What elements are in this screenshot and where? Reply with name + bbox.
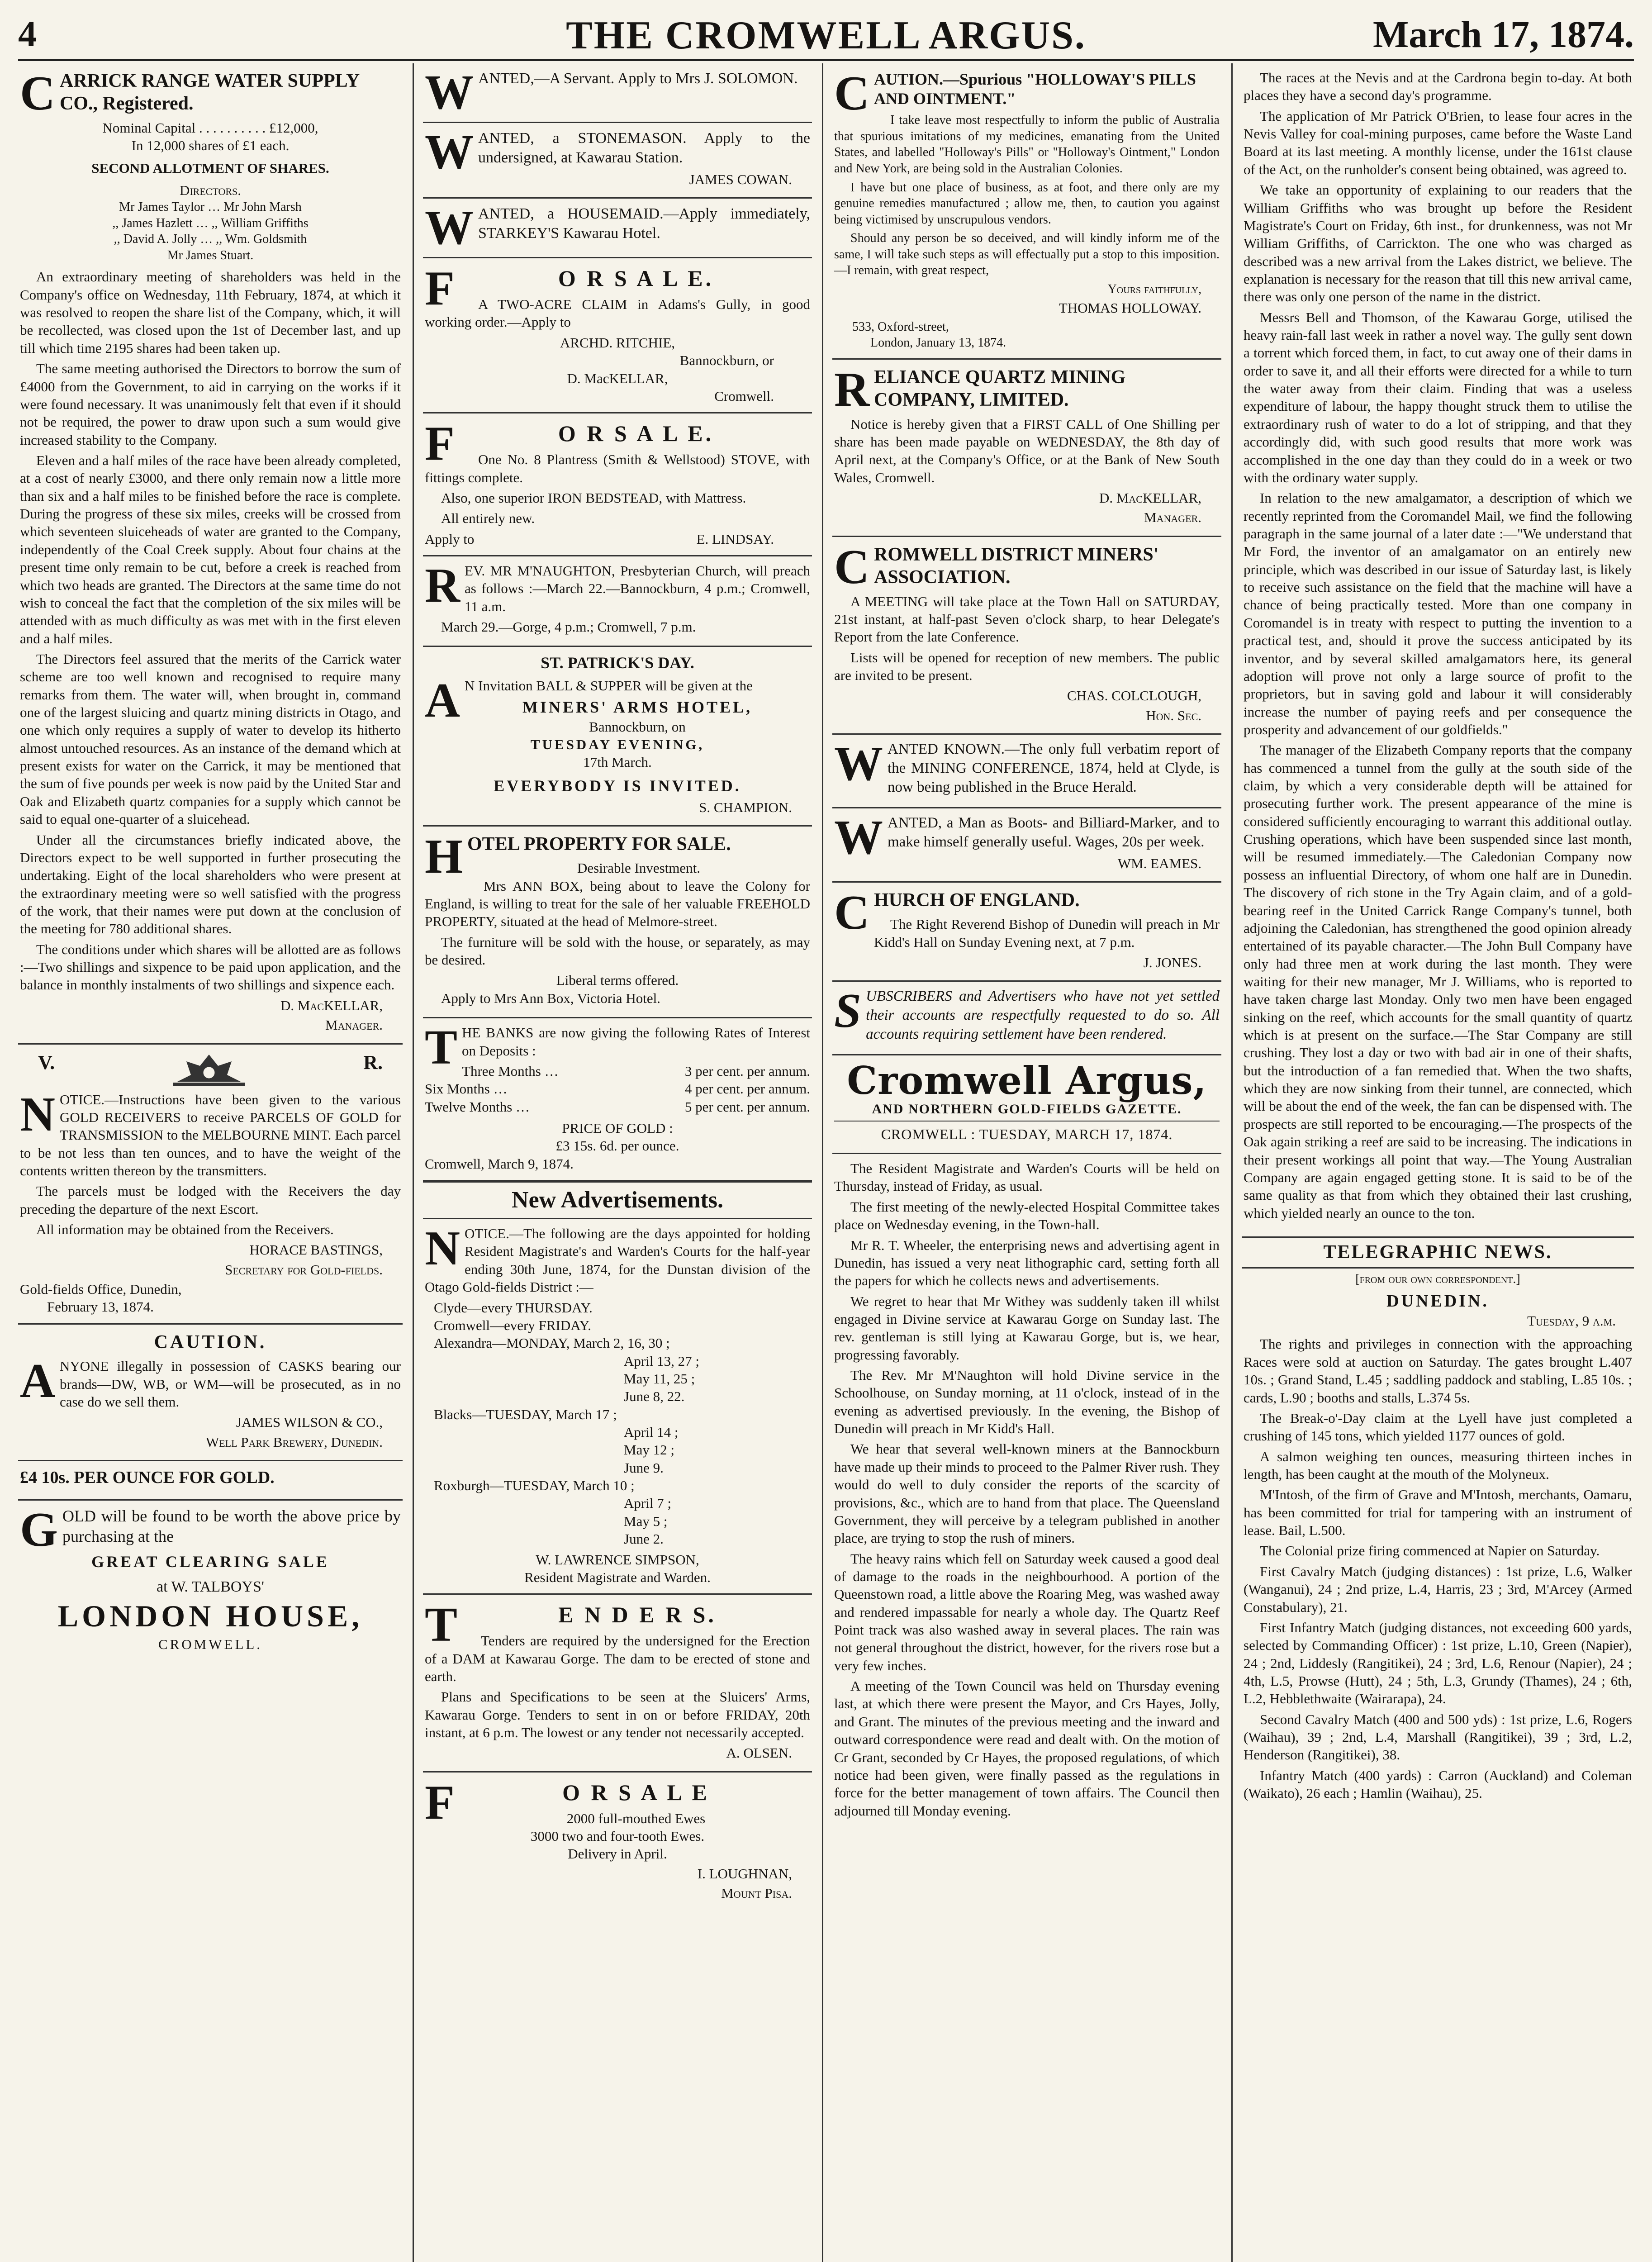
argus-nameplate: Cromwell Argus, xyxy=(847,1058,1207,1103)
gold-price-value: £3 15s. 6d. per ounce. xyxy=(555,1138,679,1154)
gold-notice-advert xyxy=(18,1045,403,1325)
drop-cap: T xyxy=(425,1598,460,1652)
telegram-paragraph: Second Cavalry Match (400 and 500 yds) : 1st prize, L.6, Rogers (Waihau), 39 ; 2nd, L.4, Marshall (Rangitikei), 39 ; 3rd, L.2, Henderson (Rangitikei), 38. xyxy=(1244,1711,1632,1763)
drop-cap: A xyxy=(425,673,460,727)
news-paragraph: A meeting of the Town Council was held on Thursday evening last, at which there were present the Mayor, and Crs Hayes, Jolly, and Grant. The minutes of the previous meeting and the inward and outward correspondence were read and dealt with. On the motion of Cr Grant, seconded by Cr Hayes, the proposed regulations, of which notice had been given, were finally passed as the regulations in force for the better management of town affairs. The Council then adjourned till Monday evening. xyxy=(834,1678,1220,1819)
telegram-paragraph: M'Intosh, of the firm of Grave and M'Intosh, merchants, Oamaru, has been committed for trial for tampering with an instrument of lease. Bail, L.500. xyxy=(1244,1487,1632,1539)
court-line: April 13, 27 ; xyxy=(624,1353,700,1369)
address-line: 533, Oxford-street, xyxy=(852,319,949,334)
advert-text: OLD will be found to be worth the above price by purchasing at the xyxy=(62,1506,401,1546)
town-name: CROMWELL. xyxy=(158,1636,263,1653)
advert-text: N Invitation BALL & SUPPER will be given at the xyxy=(465,677,753,694)
issue-date: March 17, 1874. xyxy=(1372,14,1634,56)
signature: CHAS. COLCLOUGH, xyxy=(1067,688,1201,704)
tenders-advert xyxy=(423,1595,812,1773)
paragraph: The Right Reverend Bishop of Dunedin will preach in Mr Kidd's Hall on Sunday Evening next, at 7 p.m. xyxy=(874,916,1220,950)
shares-line: In 12,000 shares of £1 each. xyxy=(131,138,290,154)
signature: ARCHD. RITCHIE, xyxy=(560,334,675,351)
paragraph: Mrs ANN BOX, being about to leave the Colony for England, is willing to treat for the sale of her valuable FREEHOLD PROPERTY, situated at the head of Melmore-street. xyxy=(425,878,810,930)
signature-title: Resident Magistrate and Warden. xyxy=(524,1569,711,1585)
advert-text: HE BANKS are now giving the following Rates of Interest on Deposits : xyxy=(462,1025,810,1059)
court-line: April 14 ; xyxy=(624,1424,679,1440)
correspondent-line: [from our own correspondent.] xyxy=(1355,1272,1520,1287)
advert-text: ANTED, a STONEMASON. Apply to the undersigned, at Kawarau Station. xyxy=(478,130,810,166)
notice-text: OTICE.—Instructions have been given to the various GOLD RECEIVERS to receive PARCELS OF GOLD for TRANSMISSION to the MELBOURNE MINT. Each parcel to be not less than ten ounces, and to have the weight of the contents written thereon by the transmitters. xyxy=(20,1091,401,1179)
wanted-known-advert xyxy=(832,735,1221,808)
telegram-paragraph: The Colonial prize firing commenced at Napier on Saturday. xyxy=(1260,1543,1600,1559)
cipher-v: V. xyxy=(38,1051,55,1074)
drop-cap: F xyxy=(425,261,457,316)
invitation-line: EVERYBODY IS INVITED. xyxy=(494,776,741,795)
tenders-heading: E N D E R S. xyxy=(558,1602,717,1628)
directors-heading: Directors. xyxy=(179,182,242,198)
mcnaughton-preaching-advert xyxy=(423,556,812,647)
signature: I. LOUGHNAN, xyxy=(697,1865,792,1882)
gold-price-line: £4 10s. PER OUNCE FOR GOLD. xyxy=(20,1468,275,1487)
dated-line: Cromwell, March 9, 1874. xyxy=(425,1155,574,1172)
news-paragraph: We regret to hear that Mr Withey was suddenly taken ill whilst engaged in Divine service at Kawarau Gorge on Sunday last. The rev. gentleman is still lying at Kawarau Gorge, but is, we hear, progressing favorably. xyxy=(834,1293,1220,1363)
news-paragraph: The heavy rains which fell on Saturday week caused a good deal of damage to the roads in the neighbourhood. A portion of the Queenstown road, a little above the Roaring Meg, was washed away and rendered impassable for nearly a whole day. The Quartz Reef Point track was also washed away in several places. The rain was not general throughout the district, however, for the rivers rose but a very few inches. xyxy=(834,1550,1220,1673)
advert-subheading: Desirable Investment. xyxy=(577,860,701,876)
news-paragraph: The first meeting of the newly-elected Hospital Committee takes place on Wednesday evening, in the Town-hall. xyxy=(834,1198,1220,1233)
paragraph: Lists will be opened for reception of new members. The public are invited to be present. xyxy=(834,649,1220,683)
paragraph: The parcels must be lodged with the Receivers the day preceding the departure of the next Escort. xyxy=(20,1183,401,1217)
gold-price-advert xyxy=(18,1461,403,1501)
director-line: Mr James Stuart. xyxy=(167,248,254,262)
court-line: Cromwell—every FRIDAY. xyxy=(434,1317,591,1333)
royal-crest-icon xyxy=(150,1050,268,1091)
column-rule xyxy=(822,63,823,2262)
drop-cap: C xyxy=(20,67,55,120)
drop-cap: W xyxy=(834,737,883,791)
claim-for-sale-advert xyxy=(423,258,812,413)
signature: D. MacKELLAR, xyxy=(567,370,668,386)
telegram-paragraph: A salmon weighing ten ounces, measuring thirteen inches in length, has been caught at the mouth of the Molyneux. xyxy=(1244,1448,1632,1482)
director-line: ,, James Hazlett … ,, William Griffiths xyxy=(112,216,309,230)
paragraph: March 29.—Gorge, 4 p.m.; Cromwell, 7 p.m. xyxy=(441,619,696,635)
advert-heading: AUTION.—Spurious "HOLLOWAY'S PILLS AND OINTMENT." xyxy=(874,70,1196,108)
rate-value: 5 per cent. per annum. xyxy=(684,1098,810,1115)
allotment-heading: SECOND ALLOTMENT OF SHARES. xyxy=(91,160,329,176)
signature: E. LINDSAY. xyxy=(696,531,774,547)
signature: W. LAWRENCE SIMPSON, xyxy=(536,1551,699,1568)
signature: THOMAS HOLLOWAY. xyxy=(1059,300,1201,316)
advert-heading: OTEL PROPERTY FOR SALE. xyxy=(467,833,731,855)
rate-term: Six Months … xyxy=(425,1081,508,1097)
nominal-capital: Nominal Capital . . . . . . . . . . £12,000, xyxy=(102,119,318,136)
drop-cap: N xyxy=(425,1221,460,1276)
paragraph: Under all the circumstances briefly indicated above, the Directors expect to be well supported in further prosecuting the undertaking. Eight of the local shareholders who were present at the extraordinary meeting were so well satisfied with the progress of the work, that their names were put down at the conclusion of the meeting for 780 additional shares. xyxy=(20,832,401,937)
paragraph: All information may be obtained from the Receivers. xyxy=(36,1221,334,1238)
court-line: Blacks—TUESDAY, March 17 ; xyxy=(434,1406,617,1422)
director-line: ,, David A. Jolly … ,, Wm. Goldsmith xyxy=(114,232,307,247)
paragraph: I take leave most respectfully to inform the public of Australia that spurious imitations of my medicines, emanating from the United States, and labelled "Holloway's Pills" or "Holloway's Ointment," London and New York, are being sold in the Australian Colonies. xyxy=(834,113,1220,176)
advert-heading: ROMWELL DISTRICT MINERS' ASSOCIATION. xyxy=(874,544,1159,588)
signature: WM. EAMES. xyxy=(1117,855,1201,871)
boots-wanted-advert xyxy=(832,808,1221,883)
rate-value: 3 per cent. per annum. xyxy=(684,1063,810,1079)
signature-place: Cromwell. xyxy=(714,388,774,404)
hotel-name: MINERS' ARMS HOTEL, xyxy=(522,698,753,717)
office-place: Gold-fields Office, Dunedin, xyxy=(20,1281,182,1297)
dateline-city: DUNEDIN. xyxy=(1386,1291,1489,1311)
argus-subtitle: AND NORTHERN GOLD-FIELDS GAZETTE. xyxy=(834,1101,1220,1121)
church-of-england-advert xyxy=(832,883,1221,982)
drop-cap: H xyxy=(425,829,463,884)
news-paragraph: The races at the Nevis and at the Cardrona begin to-day. At both places they have a second day's programme. xyxy=(1244,70,1632,104)
director-line: Mr James Taylor … Mr John Marsh xyxy=(119,200,302,214)
column-3 xyxy=(832,63,1221,2262)
advert-text: ANTED,—A Servant. Apply to Mrs J. SOLOMON. xyxy=(478,70,798,87)
advert-text: ANTED, a HOUSEMAID.—Apply immediately, STARKEY'S Kawarau Hotel. xyxy=(478,205,810,242)
event-day: TUESDAY EVENING, xyxy=(530,737,705,753)
stove-for-sale-advert xyxy=(423,413,812,556)
column-rule xyxy=(1231,63,1233,2262)
court-line: Alexandra—MONDAY, March 2, 16, 30 ; xyxy=(434,1335,670,1351)
drop-cap: W xyxy=(425,66,474,119)
notice-text: UBSCRIBERS and Advertisers who have not yet settled their accounts are respectfully requested to do so. All accounts requiring settlement have been rendered. xyxy=(866,988,1220,1043)
court-line: June 9. xyxy=(624,1459,664,1476)
paragraph: Tenders are required by the undersigned for the Erection of a DAM at Kawarau Gorge. The dam to be erected of stone and earth. xyxy=(425,1633,810,1684)
court-line: Clyde—every THURSDAY. xyxy=(434,1299,593,1316)
subscribers-notice xyxy=(832,982,1221,1055)
caution-casks-advert xyxy=(18,1325,403,1461)
local-news xyxy=(832,1154,1221,1830)
signature: A. OLSEN. xyxy=(726,1745,792,1761)
advert-heading: ARRICK RANGE WATER SUPPLY CO., Registered. xyxy=(60,71,359,114)
sale-line: Delivery in April. xyxy=(568,1846,667,1862)
paragraph: Should any person be so deceived, and will kindly inform me of the same, I will take such steps as will effectually put a stop to this imposition.—I remain, with great respect, xyxy=(834,231,1220,278)
servant-wanted-advert xyxy=(423,63,812,123)
apply-label: Apply to xyxy=(425,531,475,547)
paragraph: Plans and Specifications to be seen at the Sluicers' Arms, Kawarau Gorge. Tenders to sent in on or before FRIDAY, 20th instant, at 6 p.m. The lowest or any tender not necessarily accepted. xyxy=(425,1689,810,1741)
at-talboys: at W. TALBOYS' xyxy=(157,1578,264,1595)
telegraphic-news-heading: TELEGRAPHIC NEWS. xyxy=(1242,1236,1634,1269)
paragraph: A TWO-ACRE CLAIM in Adams's Gully, in good working order.—Apply to xyxy=(425,296,810,330)
news-paragraph: We take an opportunity of explaining to our readers that the William Griffiths who was brought up before the Resident Magistrate's Court on Friday, 6th inst., for drunkenness, was not Mr William Griffiths, of Carrickton. The one who was charged as described was a new arrival from the Lakes district, we believe. The explanation is necessary for the reason that till this new arrival came, there was only one person of the name in the district. xyxy=(1244,182,1632,305)
notice-text: OTICE.—The following are the days appointed for holding Resident Magistrate's and Warden's Courts for the half-year ending 30th June, 1874, for the Dunstan division of the Otago Gold-fields District :— xyxy=(425,1226,810,1295)
advert-heading: ELIANCE QUARTZ MINING COMPANY, LIMITED. xyxy=(874,366,1126,411)
signature: D. MacKELLAR, xyxy=(280,997,383,1013)
closing: Yours faithfully, xyxy=(1107,282,1201,296)
notice-date: February 13, 1874. xyxy=(47,1299,154,1315)
drop-cap: T xyxy=(425,1021,458,1075)
drop-cap: G xyxy=(20,1502,58,1557)
court-days-notice xyxy=(423,1219,812,1595)
drop-cap: A xyxy=(20,1354,55,1408)
court-line: May 12 ; xyxy=(624,1442,674,1458)
advert-text: EV. MR M'NAUGHTON, Presbyterian Church, will preach as follows :—March 22.—Bannockburn, 4 p.m.; Cromwell, 11 a.m. xyxy=(465,563,810,614)
london-house-title: LONDON HOUSE, xyxy=(57,1598,363,1633)
drop-cap: C xyxy=(834,540,869,594)
paragraph: The Directors feel assured that the merits of the Carrick water scheme are too well known and recognised to require many remarks from them. The water will, when brought in, command one of the largest sluicing and quartz mining districts in Otago, and one which only requires a supply of water to develop its hitherto almost untouched resources. As an instance of the demand which at present exists for water on the Carrick, it may be mentioned that the sum of five pounds per week is now paid by the United Star and Oak and Elizabeth quartz companies for a supply which cannot be said to equal one-quarter of a sluicehead. xyxy=(20,651,401,827)
paragraph: A MEETING will take place at the Town Hall on SATURDAY, 21st instant, at half-past Seven o'clock sharp, to hear Delegate's Report from the late Conference. xyxy=(834,593,1220,645)
news-paragraph: The Resident Magistrate and Warden's Courts will be held on Thursday, instead of Friday, as usual. xyxy=(834,1160,1220,1194)
court-line: April 7 ; xyxy=(624,1495,672,1511)
royal-cipher xyxy=(20,1050,401,1091)
signature: HORACE BASTINGS, xyxy=(249,1242,383,1258)
column-4 xyxy=(1242,63,1634,2262)
paragraph: The furniture will be sold with the house, or separately, as may be desired. xyxy=(425,934,810,968)
news-paragraph: The Rev. Mr M'Naughton will hold Divine service in the Schoolhouse, on Sunday morning, at 11 o'clock, instead of in the evening as advertised previously. In the evening, the Bishop of Dunedin will preach in Mr Kidd's Hall. xyxy=(834,1367,1220,1437)
court-line: May 5 ; xyxy=(624,1513,668,1529)
news-paragraph: We hear that several well-known miners at the Bannockburn have made up their minds to proceed to the Palmer River rush. They would do well to duly consider the reports of the scarcity of provisions, &c., which are to hand from that place. The Queensland Government, they will perceive by a telegram published in another place, are trying to stop the rush of miners. xyxy=(834,1441,1220,1546)
rate-row xyxy=(462,1062,810,1080)
drop-cap: W xyxy=(425,200,474,255)
drop-cap: W xyxy=(834,810,883,865)
telegram-paragraph: The rights and privileges in connection with the approaching Races were sold at auction on Saturday. The gates brought L.407 10s. ; Grand Stand, L.45 ; saddling paddock and stabling, L.85 10s. ; cards, L.90 ; booths and stalls, L.374 5s. xyxy=(1244,1336,1632,1406)
london-house-advert xyxy=(18,1501,403,1661)
housemaid-wanted-advert xyxy=(423,199,812,258)
paragraph: Notice is hereby given that a FIRST CALL of One Shilling per share has been made payable on WEDNESDAY, the 8th day of April next, at the Company's Office, or at the Bank of New South Wales, Cromwell. xyxy=(834,416,1220,485)
drop-cap: C xyxy=(834,67,869,120)
column-rule xyxy=(413,63,414,2262)
paragraph: The conditions under which shares will be allotted are as follows :—Two shillings and sixpence to be paid upon application, and the balance in monthly instalments of two shillings and sixpence each. xyxy=(20,941,401,993)
paragraph: Eleven and a half miles of the race have been already completed, at a cost of nearly £3000, and there only remain now a little more than six and a half miles to be finished before the race is complete. During the progress of these six miles, creeks will be crossed from which seventeen sluiceheads of water are granted to the Company, independently of the Coal Creek supply. About four chains at the present time only remain to be cut, before a creek is reached from which two heads are granted. The Directors at the same time do not wish to conceal the fact that the completion of the six miles will be attended with as much difficulty as was met with in the first eleven and a half miles. xyxy=(20,452,401,646)
local-news-continued xyxy=(1242,63,1634,1232)
masthead xyxy=(18,9,1634,61)
paragraph: Also, one superior IRON BEDSTEAD, with Mattress. xyxy=(441,489,746,506)
signature-title: Manager. xyxy=(325,1017,383,1033)
miners-association-advert xyxy=(832,537,1221,735)
signature-title: Hon. Sec. xyxy=(1146,707,1201,723)
hotel-property-sale-advert xyxy=(423,827,812,1018)
gold-price-heading: PRICE OF GOLD : xyxy=(562,1120,673,1136)
court-line: Roxburgh—TUESDAY, March 10 ; xyxy=(434,1478,635,1494)
news-paragraph: The application of Mr Patrick O'Brien, to lease four acres in the Nevis Valley for coal-mining purposes, came before the Waste Land Board at its last meeting. A monthly license, under the 161st clause of the Act, on the runholder's consent being obtained, was agreed to. xyxy=(1244,108,1632,177)
paragraph: Apply to Mrs Ann Box, Victoria Hotel. xyxy=(441,990,660,1006)
for-sale-heading: O R S A L E. xyxy=(558,421,714,447)
editorial-dateline: CROMWELL : TUESDAY, MARCH 17, 1874. xyxy=(881,1126,1173,1143)
paragraph: All entirely new. xyxy=(441,510,535,527)
drop-cap: C xyxy=(834,885,869,940)
drop-cap: N xyxy=(20,1087,55,1141)
caution-heading: CAUTION. xyxy=(154,1331,267,1353)
caution-text: NYONE illegally in possession of CASKS bearing our brands—DW, WB, or WM—will be prosecuted, as in no case do we sell them. xyxy=(60,1358,401,1410)
telegram-paragraph: Infantry Match (400 yards) : Carron (Auckland) and Coleman (Waikato), 26 each ; Hamlin (Waihau), 25. xyxy=(1244,1767,1632,1801)
paragraph: I have but one place of business, as at foot, and there only are my genuine remedies manufactured ; allow me, then, to caution you against being victimised by unscrupulous vendors. xyxy=(834,180,1220,227)
signature: D. MacKELLAR, xyxy=(1099,490,1201,506)
advert-text: ANTED, a Man as Boots- and Billiard-Marker, and to make himself generally useful. Wages, 20s per week. xyxy=(888,814,1220,850)
signature-title: Manager. xyxy=(1144,509,1201,526)
reliance-quartz-advert xyxy=(832,360,1221,537)
rate-term: Twelve Months … xyxy=(425,1098,530,1115)
drop-cap: R xyxy=(425,559,460,613)
banks-interest-advert xyxy=(423,1018,812,1181)
advert-heading: HURCH OF ENGLAND. xyxy=(874,889,1080,911)
paragraph: An extraordinary meeting of shareholders was held in the Company's office on Wednesday, 11th February, 1874, at which it was resolved to reopen the share list of the Company, which, it will be recollected, was closed upon the 1st of December last, and up till which time 2195 shares had been taken up. xyxy=(20,269,401,356)
telegram-paragraph: First Infantry Match (judging distances, not exceeding 600 yards, selected by Commanding Officer) : 1st prize, L.10, Green (Napier), 24 ; 2nd, Liddesly (Rangitikei), 24 ; 3rd, L.6, Renour (Napier), 24 ; 4th, L.5, Prowse (Hutt), 24 ; 5th, L.3, Grundy (Thames), 24 ; 6th, L.2, Hebblethwaite (Wairarapa), 24. xyxy=(1244,1619,1632,1707)
drop-cap: W xyxy=(425,125,474,180)
column-1 xyxy=(18,63,403,2262)
event-place: Bannockburn, on xyxy=(589,718,686,735)
signature: JAMES COWAN. xyxy=(689,171,792,187)
stonemason-wanted-advert xyxy=(423,123,812,199)
sale-line: 2000 full-mouthed Ewes xyxy=(566,1810,706,1826)
drop-cap: F xyxy=(425,1775,457,1830)
ewes-for-sale-advert xyxy=(423,1773,812,1911)
for-sale-heading: O R S A L E. xyxy=(558,266,714,291)
drop-cap: F xyxy=(425,417,457,471)
for-sale-heading: O R S A L E xyxy=(562,1779,710,1805)
court-line: May 11, 25 ; xyxy=(624,1370,695,1387)
rate-row xyxy=(425,1080,810,1098)
advert-text: ANTED KNOWN.—The only full verbatim report of the MINING CONFERENCE, 1874, held at Clyde, is now being published in the Bruce Herald. xyxy=(888,741,1220,795)
sale-line: 3000 two and four-tooth Ewes. xyxy=(530,1828,705,1844)
new-advertisements-heading: New Advertisements. xyxy=(423,1181,812,1219)
terms-line: Liberal terms offered. xyxy=(556,972,679,988)
event-date: 17th March. xyxy=(583,754,652,770)
newspaper-title: THE CROMWELL ARGUS. xyxy=(566,14,1086,57)
drop-cap: S xyxy=(834,984,862,1038)
st-patricks-ball-advert xyxy=(423,647,812,826)
editorial-masthead xyxy=(832,1055,1221,1154)
dateline-time: Tuesday, 9 a.m. xyxy=(1527,1313,1616,1329)
signature-title: Secretary for Gold-fields. xyxy=(225,1261,383,1278)
carrick-water-supply-advert xyxy=(18,63,403,1045)
telegram-paragraph: First Cavalry Match (judging distances) : 1st prize, L.6, Walker (Wanganui), 24 ; 2nd prize, L.4, Harris, 23 ; 3rd, M'Arcey (Armed Constabulary), 21. xyxy=(1244,1563,1632,1615)
paragraph: One No. 8 Plantress (Smith & Wellstood) STOVE, with fittings complete. xyxy=(425,451,810,485)
rate-value: 4 per cent. per annum. xyxy=(684,1081,810,1097)
paragraph: The same meeting authorised the Directors to borrow the sum of £4000 from the Government, to aid in carrying on the works if it were found necessary. It was unanimously felt that even if it should not be required, the power to draw upon such a sum would give increased stability to the Company. xyxy=(20,361,401,448)
clearing-sale: GREAT CLEARING SALE xyxy=(91,1553,329,1571)
rate-term: Three Months … xyxy=(462,1063,559,1079)
cipher-r: R. xyxy=(363,1051,383,1074)
signature: J. JONES. xyxy=(1143,955,1201,971)
rate-row xyxy=(425,1098,810,1116)
telegraphic-news xyxy=(1242,1330,1634,1812)
news-paragraph: The manager of the Elizabeth Company reports that the company has commenced a tunnel from the gully at the south side of the claim, by which a very considerable depth will be attained for prosecuting further work. The present appearance of the mine is considered sufficiently encouraging to warrant this additional outlay. Crushing operations, which have been suspended since last month, will be resumed immediately.—The Caledonian Company now possess an influential Directory, of whom one half are in Dunedin. The discovery of rich stone in the Try Again claim, and of a gold-bearing reef in the United Carrick Range Company's tunnel, both adjoining the Caledonian, has strengthened the good opinion already entertained of its payable character.—The John Bull Company have only had three men at work during the last month. They were waiting for their new manager, Mr J. Williams, who is reported to have taken charge last Monday. Only two men have been engaged sinking on the reef, which accounts for the small quantity of quartz which is at present on the surface.—The Star Company are still crushing. They lost a day or two with bad air in one of their shafts, but the introduction of a fan remedied that. When the two shafts, which they are now sinking from their tunnel, are connected, which will be about the end of the week, the fan can be dispensed with. The prospects are still reported to be encouraging.—The prospects of the Oak again striking a reef are said to be increasing. The indications in their present workings all point that way.—The Young Australian Company are again engaged getting stone. It is said to be of the same quality as that from which they obtained their last crushing, which yielded nearly an ounce to the ton. xyxy=(1244,742,1632,1221)
holloway-caution-advert xyxy=(832,63,1221,360)
telegram-paragraph: The Break-o'-Day claim at the Lyell have just completed a crushing of 145 tons, which yielded 1177 ounces of gold. xyxy=(1244,1410,1632,1444)
news-paragraph: Mr R. T. Wheeler, the enterprising news and advertising agent in Dunedin, has issued a very neat lithographic card, setting forth all the papers for which he collects news and advertisements. xyxy=(834,1237,1220,1289)
signature: S. CHAMPION. xyxy=(699,799,792,815)
column-2 xyxy=(423,63,812,2262)
address-line: London, January 13, 1874. xyxy=(870,336,1006,350)
drop-cap: R xyxy=(834,362,869,417)
news-paragraph: Messrs Bell and Thomson, of the Kawarau Gorge, utilised the heavy rain-fall last week in rather a novel way. The gully sent down a torrent which forced them, in fact, to cut away one of their dams in order to save it, and all their efforts were directed for a while to turn the water away from their claim. Finding that was a useless expenditure of labour, the happy thought struck them to utilise the extraordinary rush of water to do a lot of stripping, and that they accordingly did, with such good results that more work was accomplished in the one day than they could do in a week or two with the ordinary water supply. xyxy=(1244,309,1632,485)
signature-address: Well Park Brewery, Dunedin. xyxy=(205,1434,383,1450)
court-line: June 2. xyxy=(624,1531,664,1547)
news-paragraph: In relation to the new amalgamator, a description of which we recently reprinted from the Coromandel Mail, we find the following paragraph in the same journal of a later date :—"We understand that Mr Ford, the inventor of an amalgamator on an entirely new principle, which was described in our issue of Saturday last, is likely to receive such assistance on the field that the machine will have a chance of being practically tested. More than one company in Coromandel is in treaty with respect to putting the invention to a practical test, and, should it prove the success anticipated by its inventor, and by several skilled amalgamators here, its general adoption will prove not only a large source of profit to the proprietors, but in saving gold and labour it will considerably increase the number of paying reefs and per consequence the prosperity and advancement of our goldfields." xyxy=(1244,490,1632,737)
signature-place: Mount Pisa. xyxy=(721,1885,792,1901)
event-title: ST. PATRICK'S DAY. xyxy=(541,654,694,672)
signature: JAMES WILSON & CO., xyxy=(236,1414,383,1430)
page-number: 4 xyxy=(18,13,37,54)
court-line: June 8, 22. xyxy=(624,1388,685,1405)
signature-place: Bannockburn, or xyxy=(679,352,774,369)
